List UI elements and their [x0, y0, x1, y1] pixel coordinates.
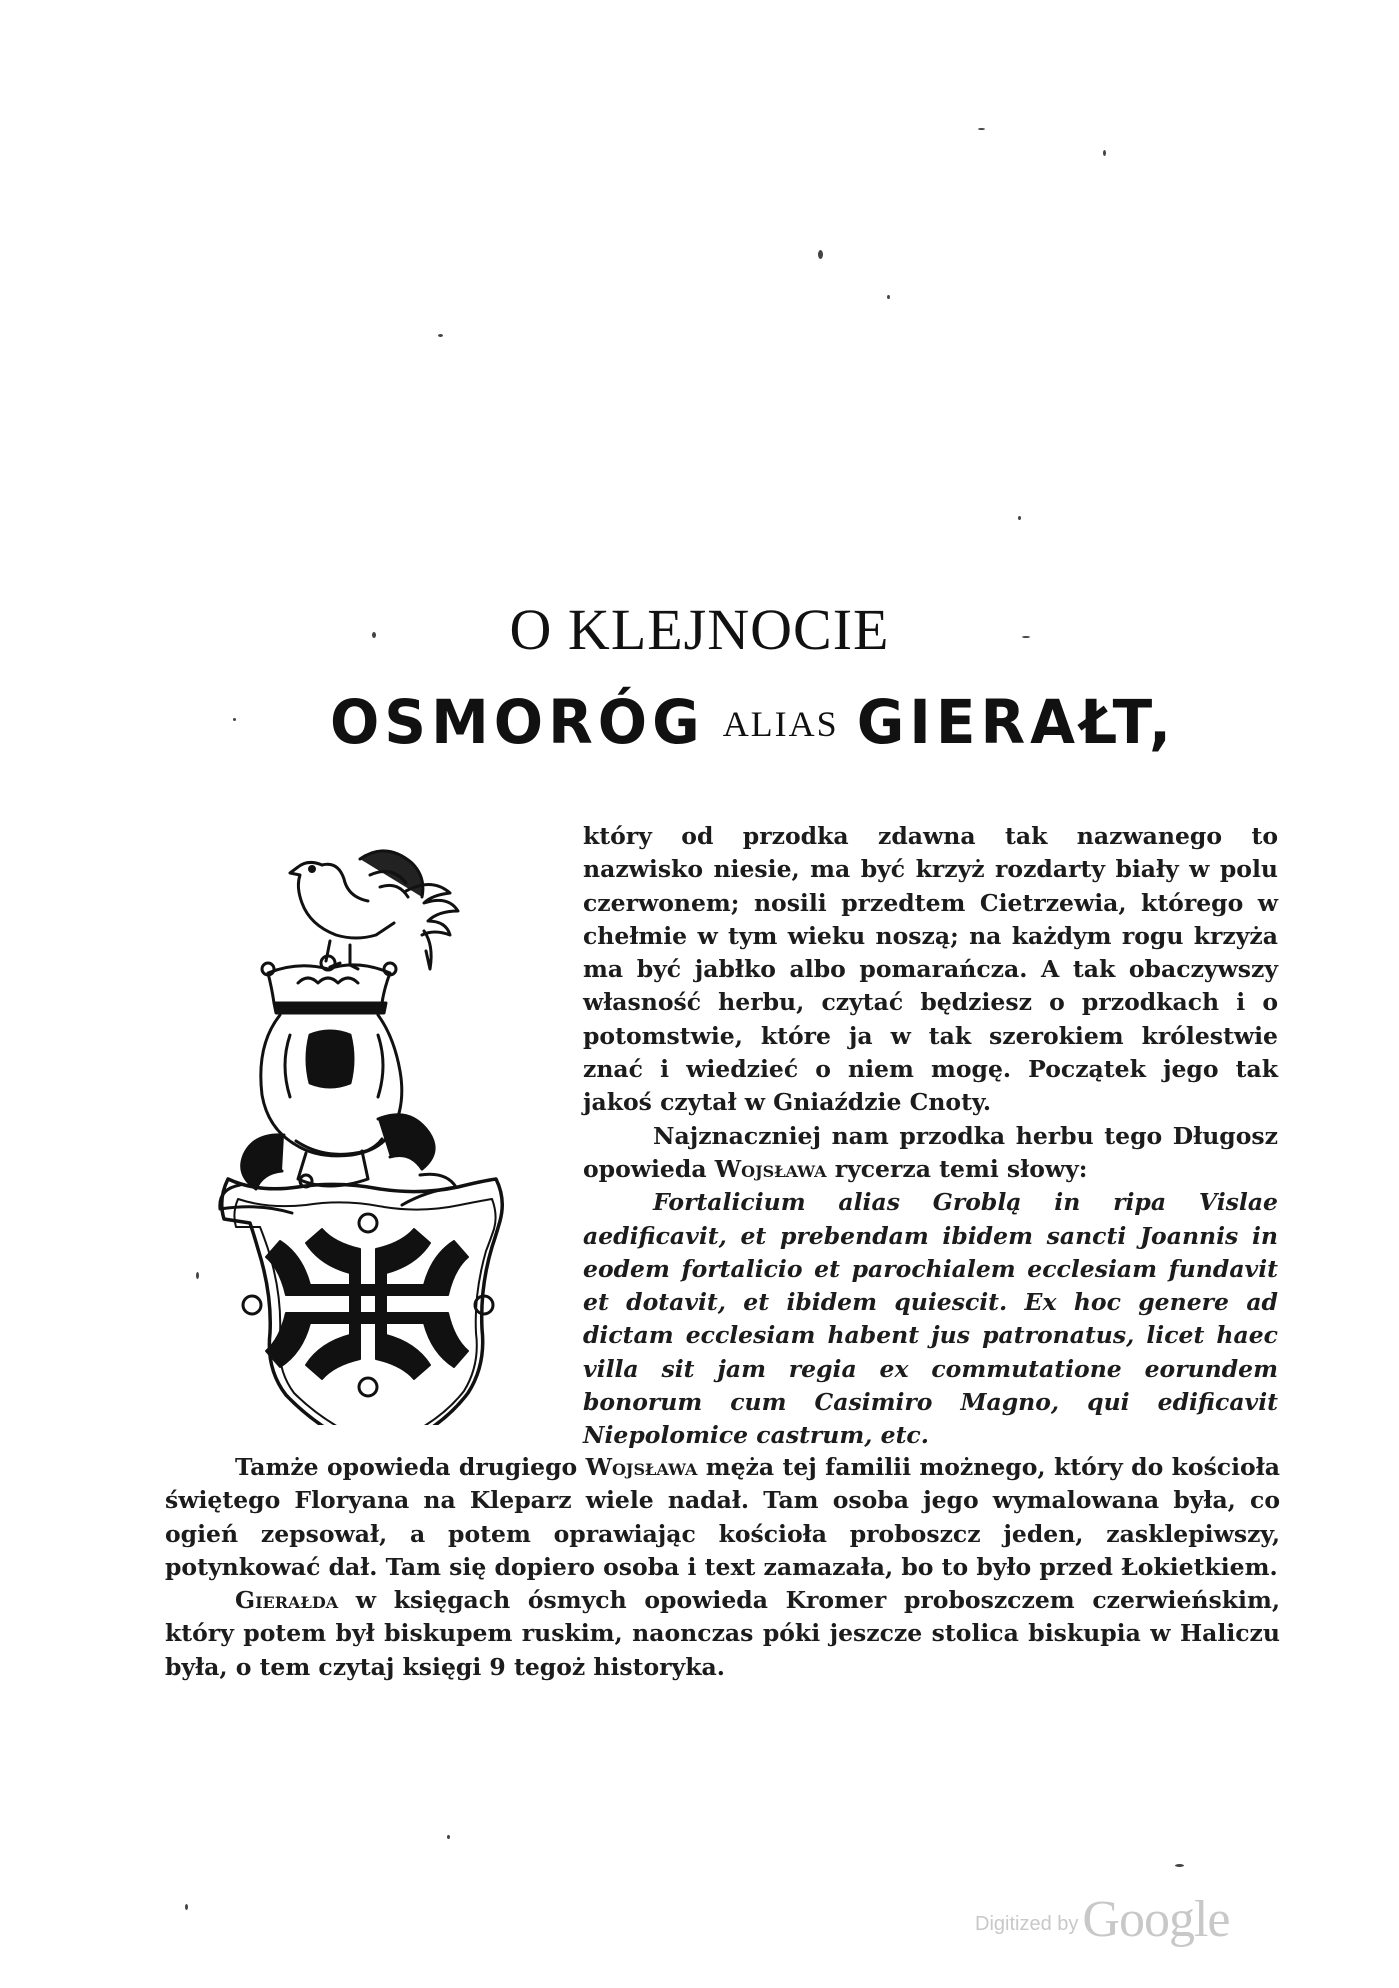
paragraph-3-before: Tamże opowieda drugiego [235, 1453, 586, 1481]
paragraph-4 [165, 1584, 1280, 1684]
name-gieralda: Gierałda [235, 1586, 339, 1615]
title-alias: ALIAS [722, 704, 839, 744]
watermark-brand: Google [1082, 1891, 1230, 1948]
latin-quote: Fortalicium alias Groblą in ripa Vislae aedificavit, et prebendam ibidem sancti Joannis in eodem fortalicio et parochialem ecclesiam fundavit et dotavit, et ibidem quiescit. Ex hoc genere ad dictam ecclesiam habent jus patronatus, licet haec villa sit jam regia ex commutatione eorundem bonorum cum Casimiro Magno, qui edificavit Niepolomice castrum, etc. [583, 1188, 1278, 1450]
paragraph-2 [583, 1120, 1278, 1187]
paragraph-2-after: rycerza temi słowy: [826, 1154, 1088, 1183]
paragraph-4-after: w księgach ósmych opowieda Kromer proboszczem czerwieńskim, który potem był biskupem ruskim, naonczas póki jeszcze stolica biskupia w Haliczu była, o tem czytaj księgi 9 tegoż historyka. [165, 1586, 1280, 1681]
paragraph-3-after: męża tej familii możnego, który do kościoła świętego Floryana na Kleparz wiele nadał. Tam osoba jego wymalowana była, co ogień zepsował, a potem oprawiając kościoła proboszcz jeden, zasklepiwszy, potynkować dał. Tam się dopiero osoba i text zamazała, bo to było przed Łokietkiem. [165, 1453, 1280, 1581]
scan-speck [447, 1835, 450, 1839]
paragraph-2-before: Najznaczniej nam przodka herbu tego Długosz opowieda [583, 1121, 1278, 1183]
paragraph-1: który od przodka zdawna tak nazwanego to nazwisko niesie, ma być krzyż rozdarty biały w polu czerwonem; nosili przedtem Cietrzewia, którego w chełmie w tym wieku noszą; na każdym rogu krzyża ma być jabłko albo pomarańcza. A tak obaczywszy własność herbu, czytać będziesz o przodkach i o potomstwie, które ja w tak szerokiem królestwie znać i wiedzieć o niem mogę. Początek jego tak jakoś czytał w Gniaździe Cnoty. [583, 822, 1278, 1117]
paragraph-3 [165, 1451, 1280, 1584]
scan-speck [438, 334, 443, 337]
scan-speck [978, 128, 985, 130]
full-width-text [165, 1451, 1280, 1684]
scan-speck [1175, 1864, 1184, 1867]
scan-speck [887, 295, 890, 299]
watermark-prefix: Digitized by [975, 1913, 1079, 1935]
subtitle [330, 686, 1177, 758]
scan-speck [185, 1904, 188, 1910]
title-name-gieralt: GIERAŁT, [856, 686, 1177, 758]
scan-speck [818, 250, 823, 259]
coat-of-arms-icon [210, 835, 540, 1425]
name-wojslawa-2: Wojsława [585, 1453, 698, 1481]
title-name-osmorog: OSMORÓG [330, 686, 705, 758]
page-title: O KLEJNOCIE [509, 597, 890, 662]
scan-speck [1103, 150, 1106, 156]
column-text [583, 820, 1278, 1453]
scan-speck [1018, 516, 1021, 520]
scan-speck [233, 718, 236, 721]
scan-speck [196, 1272, 199, 1279]
name-wojslawa: Wojsława [714, 1154, 827, 1183]
digitized-watermark [975, 1890, 1229, 1949]
